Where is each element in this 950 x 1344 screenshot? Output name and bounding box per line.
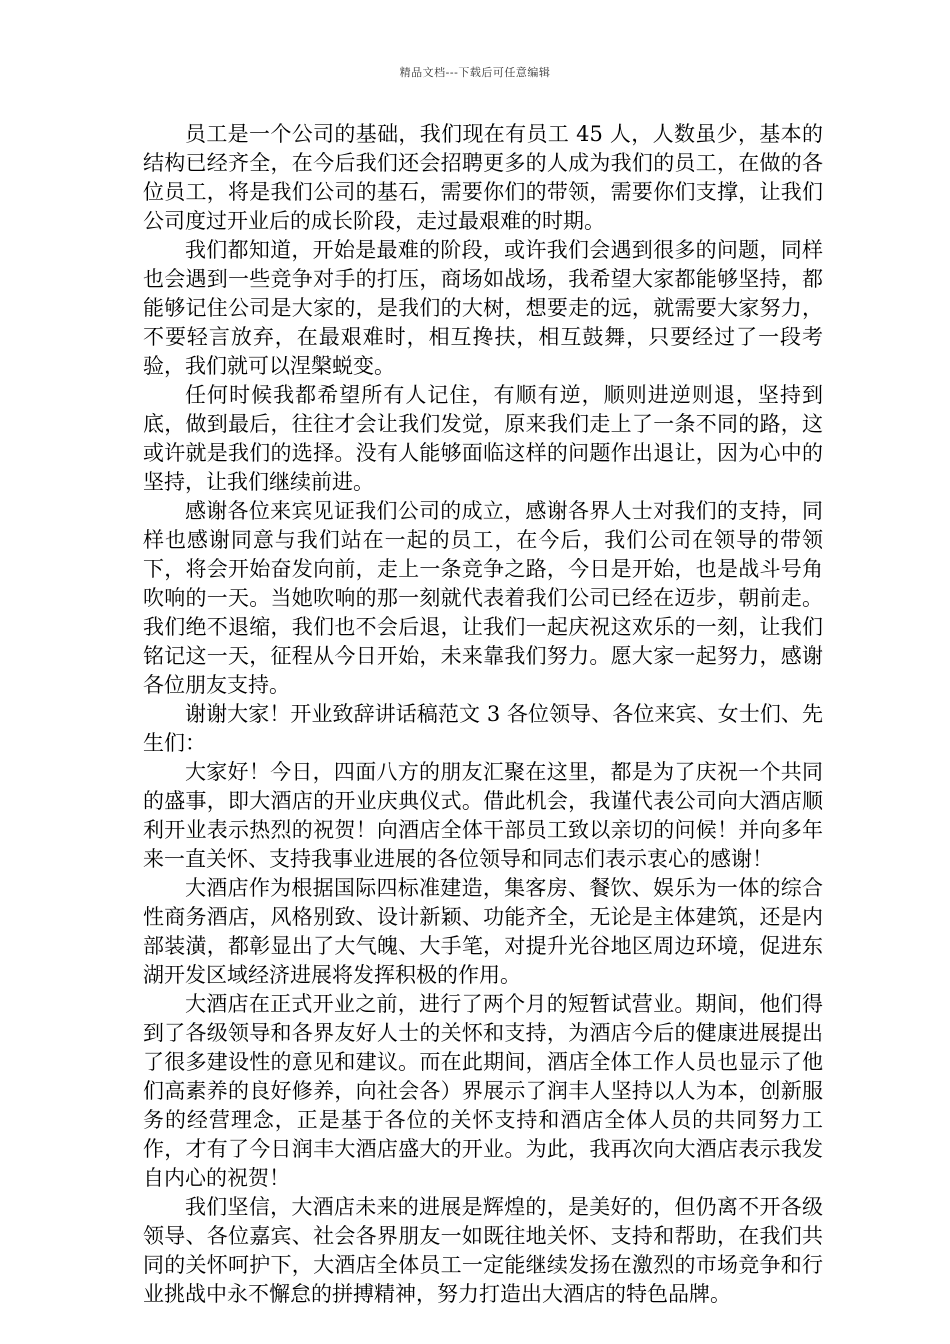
paragraph: 大家好！今日，四面八方的朋友汇聚在这里，都是为了庆祝一个共同的盛事，即大酒店的开业庆典仪式。借此机会，我谨代表公司向大酒店顺利开业表示热烈的祝贺！向酒店全体干部员工致以亲切的问候！并向多年来一直关怀、支持我事业进展的各位领导和同志们表示衷心的感谢！ (143, 760, 823, 871)
paragraph: 大酒店在正式开业之前，进行了两个月的短暂试营业。期间，他们得到了各级领导和各界友好人士的关怀和支持，为酒店今后的健康进展提出了很多建设性的意见和建议。而在此期间，酒店全体工作人员也显示了他们高素养的良好修养，向社会各）界展示了润丰人坚持以人为本，创新服务的经营理念，正是基于各位的关怀支持和酒店全体人员的共同努力工作，才有了今日润丰大酒店盛大的开业。为此，我再次向大酒店表示我发自内心的祝贺！ (143, 992, 823, 1190)
paragraph: 员工是一个公司的基础，我们现在有员工 45 人，人数虽少，基本的结构已经齐全，在今后我们还会招聘更多的人成为我们的员工，在做的各位员工，将是我们公司的基石，需要你们的带领，需要你们支撑，让我们公司度过开业后的成长阶段，走过最艰难的时期。 (143, 122, 823, 233)
paragraph: 感谢各位来宾见证我们公司的成立，感谢各界人士对我们的支持，同样也感谢同意与我们站在一起的员工，在今后，我们公司在领导的带领下，将会开始奋发向前，走上一条竞争之路，今日是开始，也是战斗号角吹响的一天。当她吹响的那一刻就代表着我们公司已经在迈步，朝前走。我们绝不退缩，我们也不会后退，让我们一起庆祝这欢乐的一刻，让我们铭记这一天，征程从今日开始，未来靠我们努力。愿大家一起努力，感谢各位朋友支持。 (143, 499, 823, 697)
paragraph: 大酒店作为根据国际四标准建造，集客房、餐饮、娱乐为一体的综合性商务酒店，风格别致、设计新颖、功能齐全，无论是主体建筑，还是内部装潢，都彰显出了大气魄、大手笔，对提升光谷地区周边环境，促进东湖开发区域经济进展将发挥积极的作用。 (143, 876, 823, 987)
paragraph: 谢谢大家！开业致辞讲话稿范文 3 各位领导、各位来宾、女士们、先生们： (143, 702, 823, 755)
document-body (143, 120, 823, 1309)
page-header: 精品文档---下载后可任意编辑 (399, 66, 551, 79)
paragraph: 我们坚信，大酒店未来的进展是辉煌的，是美好的，但仍离不开各级领导、各位嘉宾、社会各界朋友一如既往地关怀、支持和帮助，在我们共同的关怀呵护下，大酒店全体员工一定能继续发扬在激烈的市场竞争和行业挑战中永不懈怠的拼搏精神，努力打造出大酒店的特色品牌。 (143, 1195, 823, 1306)
paragraph: 任何时候我都希望所有人记住，有顺有逆，顺则进逆则退，坚持到底，做到最后，往往才会让我们发觉，原来我们走上了一条不同的路，这或许就是我们的选择。没有人能够面临这样的问题作出退让，因为心中的坚持，让我们继续前进。 (143, 383, 823, 494)
paragraph: 我们都知道，开始是最难的阶段，或许我们会遇到很多的问题，同样也会遇到一些竞争对手的打压，商场如战场，我希望大家都能够坚持，都能够记住公司是大家的，是我们的大树，想要走的远，就需要大家努力，不要轻言放弃，在最艰难时，相互搀扶，相互鼓舞，只要经过了一段考验，我们就可以涅槃蜕变。 (143, 238, 823, 378)
